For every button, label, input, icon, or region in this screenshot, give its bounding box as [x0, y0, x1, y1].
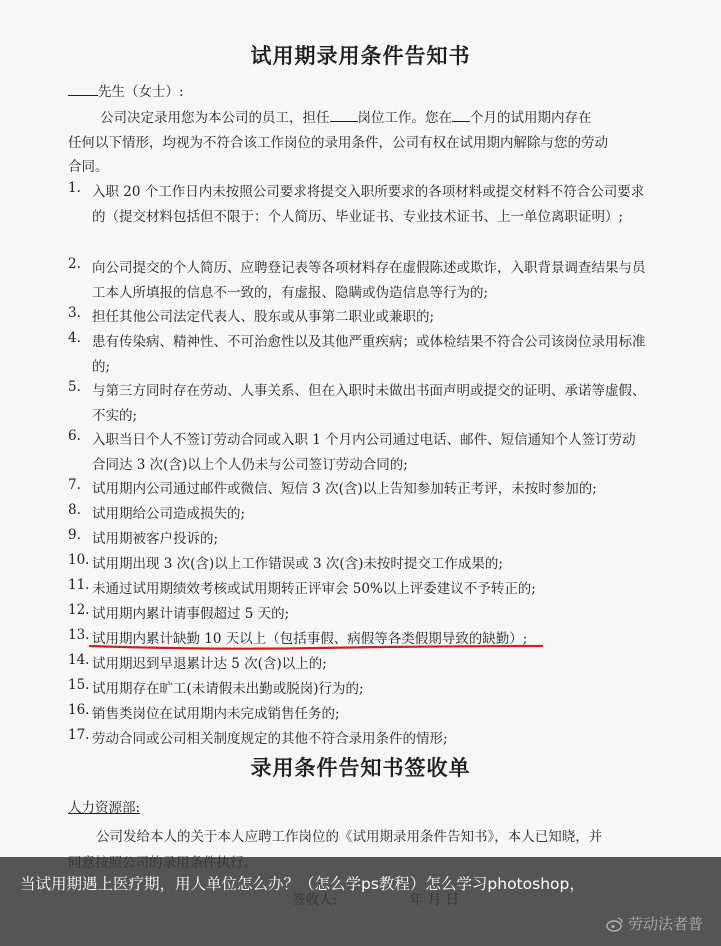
- receipt-line-1: 公司发给本人的关于本人应聘工作岗位的《试用期录用条件告知书》，本人已知晓，并: [96, 829, 603, 845]
- name-blank: [68, 83, 98, 96]
- item-text: 试用期迟到早退累计达 5 次(含)以上的;: [92, 656, 327, 672]
- watermark: [606, 913, 703, 934]
- item-number: 16.: [68, 702, 90, 718]
- item-text: 试用期给公司造成损失的;: [92, 506, 246, 522]
- item-text: 患有传染病、精神性、不可治愈性以及其他严重疾病；或体检结果不符合公司该岗位录用标准的;: [92, 334, 646, 375]
- item-number: 1.: [68, 180, 81, 196]
- item-number: 13.: [68, 627, 90, 643]
- item-number: 5.: [68, 379, 81, 395]
- intro-line-3: 合同。: [68, 159, 109, 175]
- item-number: 15.: [68, 677, 90, 693]
- item-number: 14.: [68, 652, 90, 668]
- position-blank: [330, 109, 358, 122]
- item-text: 担任其他公司法定代表人、股东或从事第二职业或兼职的;: [92, 309, 435, 325]
- intro-line-1: [100, 106, 592, 126]
- caption-text: 当试用期遇上医疗期，用人单位怎么办？（怎么学ps教程）怎么学习photoshop，: [20, 875, 585, 893]
- intro-text-a: 公司决定录用您为本公司的员工，担任: [100, 110, 330, 126]
- months-blank: [452, 109, 470, 122]
- item-text: 试用期内累计请事假超过 5 天的;: [92, 606, 290, 622]
- item-number: 8.: [68, 502, 81, 518]
- item-number: 3.: [68, 305, 81, 321]
- item-number: 12.: [68, 602, 90, 618]
- item-number: 10.: [68, 552, 90, 568]
- receipt-title: 录用条件告知书签收单: [250, 755, 471, 780]
- hr-department: 人力资源部:: [68, 800, 141, 816]
- document-title: 试用期录用条件告知书: [250, 43, 471, 68]
- item-text: 试用期被客户投诉的;: [92, 531, 219, 547]
- intro-line-2: 任何以下情形，均视为不符合该工作岗位的录用条件，公司有权在试用期内解除与您的劳动: [68, 135, 608, 151]
- intro-text-b: 岗位工作。您在: [357, 110, 452, 126]
- intro-text-c: 个月的试用期内存在: [470, 110, 592, 126]
- item-text: 试用期出现 3 次(含)以上工作错误或 3 次(含)未按时提交工作成果的;: [92, 556, 503, 572]
- item-number: 11.: [68, 577, 90, 593]
- item-text: 与第三方同时存在劳动、人事关系、但在入职时未做出书面声明或提交的证明、承诺等虚假、不实的;: [92, 383, 646, 424]
- item-number: 7.: [68, 477, 81, 493]
- item-text: 销售类岗位在试用期内未完成销售任务的;: [92, 706, 340, 722]
- item-number: 4.: [68, 330, 81, 346]
- item-text: 入职当日个人不签订劳动合同或入职 1 个月内公司通过电话、邮件、短信通知个人签订劳动合同达 3 次(含)以上个人仍未与公司签订劳动合同的;: [92, 432, 636, 473]
- item-text: 入职 20 个工作日内未按照公司要求将提交入职所要求的各项材料或提交材料不符合公司要求的（提交材料包括但不限于：个人简历、毕业证书、专业技术证书、上一单位离职证明）;: [92, 184, 645, 225]
- item-text: 试用期内累计缺勤 10 天以上（包括事假、病假等各类假期导致的缺勤）;: [92, 631, 528, 647]
- item-number: 9.: [68, 527, 81, 543]
- salutation-text: 先生（女士）:: [98, 84, 184, 100]
- red-underline-annotation: [88, 642, 544, 652]
- item-text: 未通过试用期绩效考核或试用期转正评审会 50%以上评委建议不予转正的;: [92, 581, 536, 597]
- item-text: 试用期存在旷工(未请假未出勤或脱岗)行为的;: [92, 681, 364, 697]
- item-text: 试用期内公司通过邮件或微信、短信 3 次(含)以上告知参加转正考评，未按时参加的;: [92, 481, 597, 497]
- item-number: 17.: [68, 727, 90, 743]
- item-number: 6.: [68, 428, 81, 444]
- item-text: 向公司提交的个人简历、应聘登记表等各项材料存在虚假陈述或欺诈，入职背景调查结果与员工本人所填报的信息不一致的，有虚报、隐瞒或伪造信息等行为的;: [92, 260, 646, 301]
- salutation: [68, 80, 184, 100]
- item-number: 2.: [68, 256, 81, 272]
- watermark-text: 劳动法者普: [627, 915, 703, 933]
- item-text: 劳动合同或公司相关制度规定的其他不符合录用条件的情形;: [92, 731, 448, 747]
- weibo-logo-icon: [606, 916, 624, 932]
